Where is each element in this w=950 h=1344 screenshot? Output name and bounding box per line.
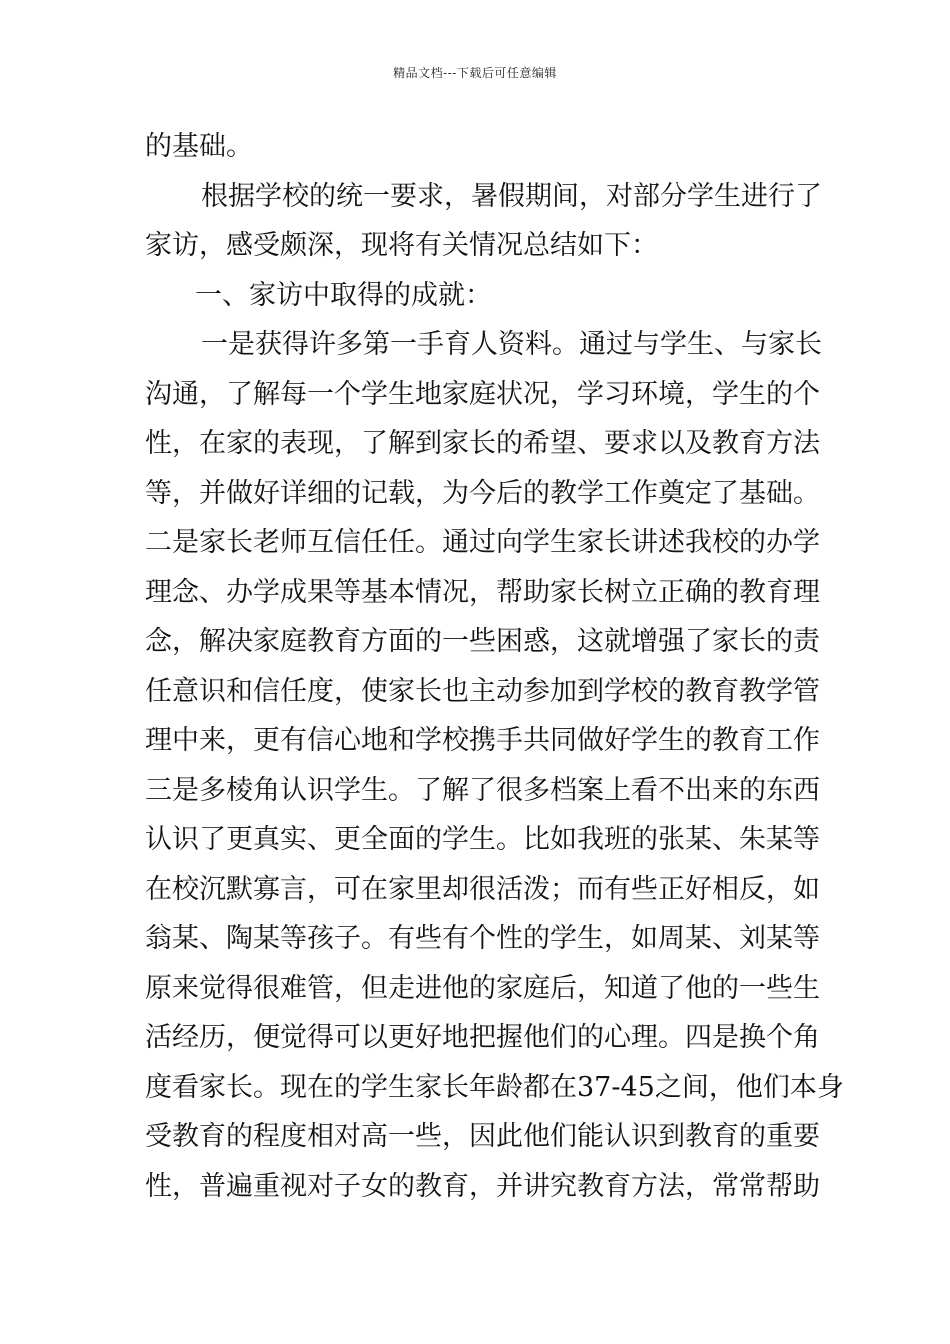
page-header: 精品文档---下载后可任意编辑 — [393, 66, 557, 80]
text-line: 的基础。 — [145, 131, 253, 162]
text-line: 家访，感受颇深，现将有关情况总结如下： — [145, 230, 658, 261]
text-line: 认识了更真实、更全面的学生。比如我班的张某、朱某等 — [145, 824, 820, 855]
text-line: 沟通，了解每一个学生地家庭状况，学习环境，学生的个 — [145, 378, 820, 410]
text-line: 性，普遍重视对子女的教育，并讲究教育方法，常常帮助 — [145, 1170, 820, 1202]
text-line: 度看家长。现在的学生家长年龄都在37-45之间，他们本身 — [145, 1071, 844, 1103]
text-line: 等，并做好详细的记载，为今后的教学工作奠定了基础。 — [145, 477, 820, 509]
text-line: 理念、办学成果等基本情况，帮助家长树立正确的教育理 — [145, 576, 820, 608]
text-line: 在校沉默寡言，可在家里却很活泼；而有些正好相反，如 — [145, 873, 820, 905]
text-line: 念，解决家庭教育方面的一些困惑，这就增强了家长的责 — [145, 626, 820, 657]
text-line: 原来觉得很难管，但走进他的家庭后，知道了他的一些生 — [145, 972, 820, 1004]
text-line: 任意识和信任度，使家长也主动参加到学校的教育教学管 — [145, 675, 820, 707]
document-body — [145, 122, 844, 1211]
text-line: 三是多棱角认识学生。了解了很多档案上看不出来的东西 — [145, 774, 820, 806]
text-line: 一是获得许多第一手育人资料。通过与学生、与家长 — [201, 329, 822, 360]
text-line: 活经历，便觉得可以更好地把握他们的心理。四是换个角 — [145, 1022, 820, 1053]
text-line: 受教育的程度相对高一些，因此他们能认识到教育的重要 — [145, 1121, 820, 1152]
text-line: 翁某、陶某等孩子。有些有个性的学生，如周某、刘某等 — [145, 923, 820, 954]
text-line: 二是家长老师互信任任。通过向学生家长讲述我校的办学 — [145, 527, 820, 558]
section-heading: 一、家访中取得的成就： — [195, 279, 492, 311]
text-line: 性，在家的表现，了解到家长的希望、要求以及教育方法 — [145, 428, 820, 459]
text-line: 根据学校的统一要求，暑假期间，对部分学生进行了 — [201, 180, 822, 212]
text-line: 理中来，更有信心地和学校携手共同做好学生的教育工作 — [145, 725, 820, 756]
